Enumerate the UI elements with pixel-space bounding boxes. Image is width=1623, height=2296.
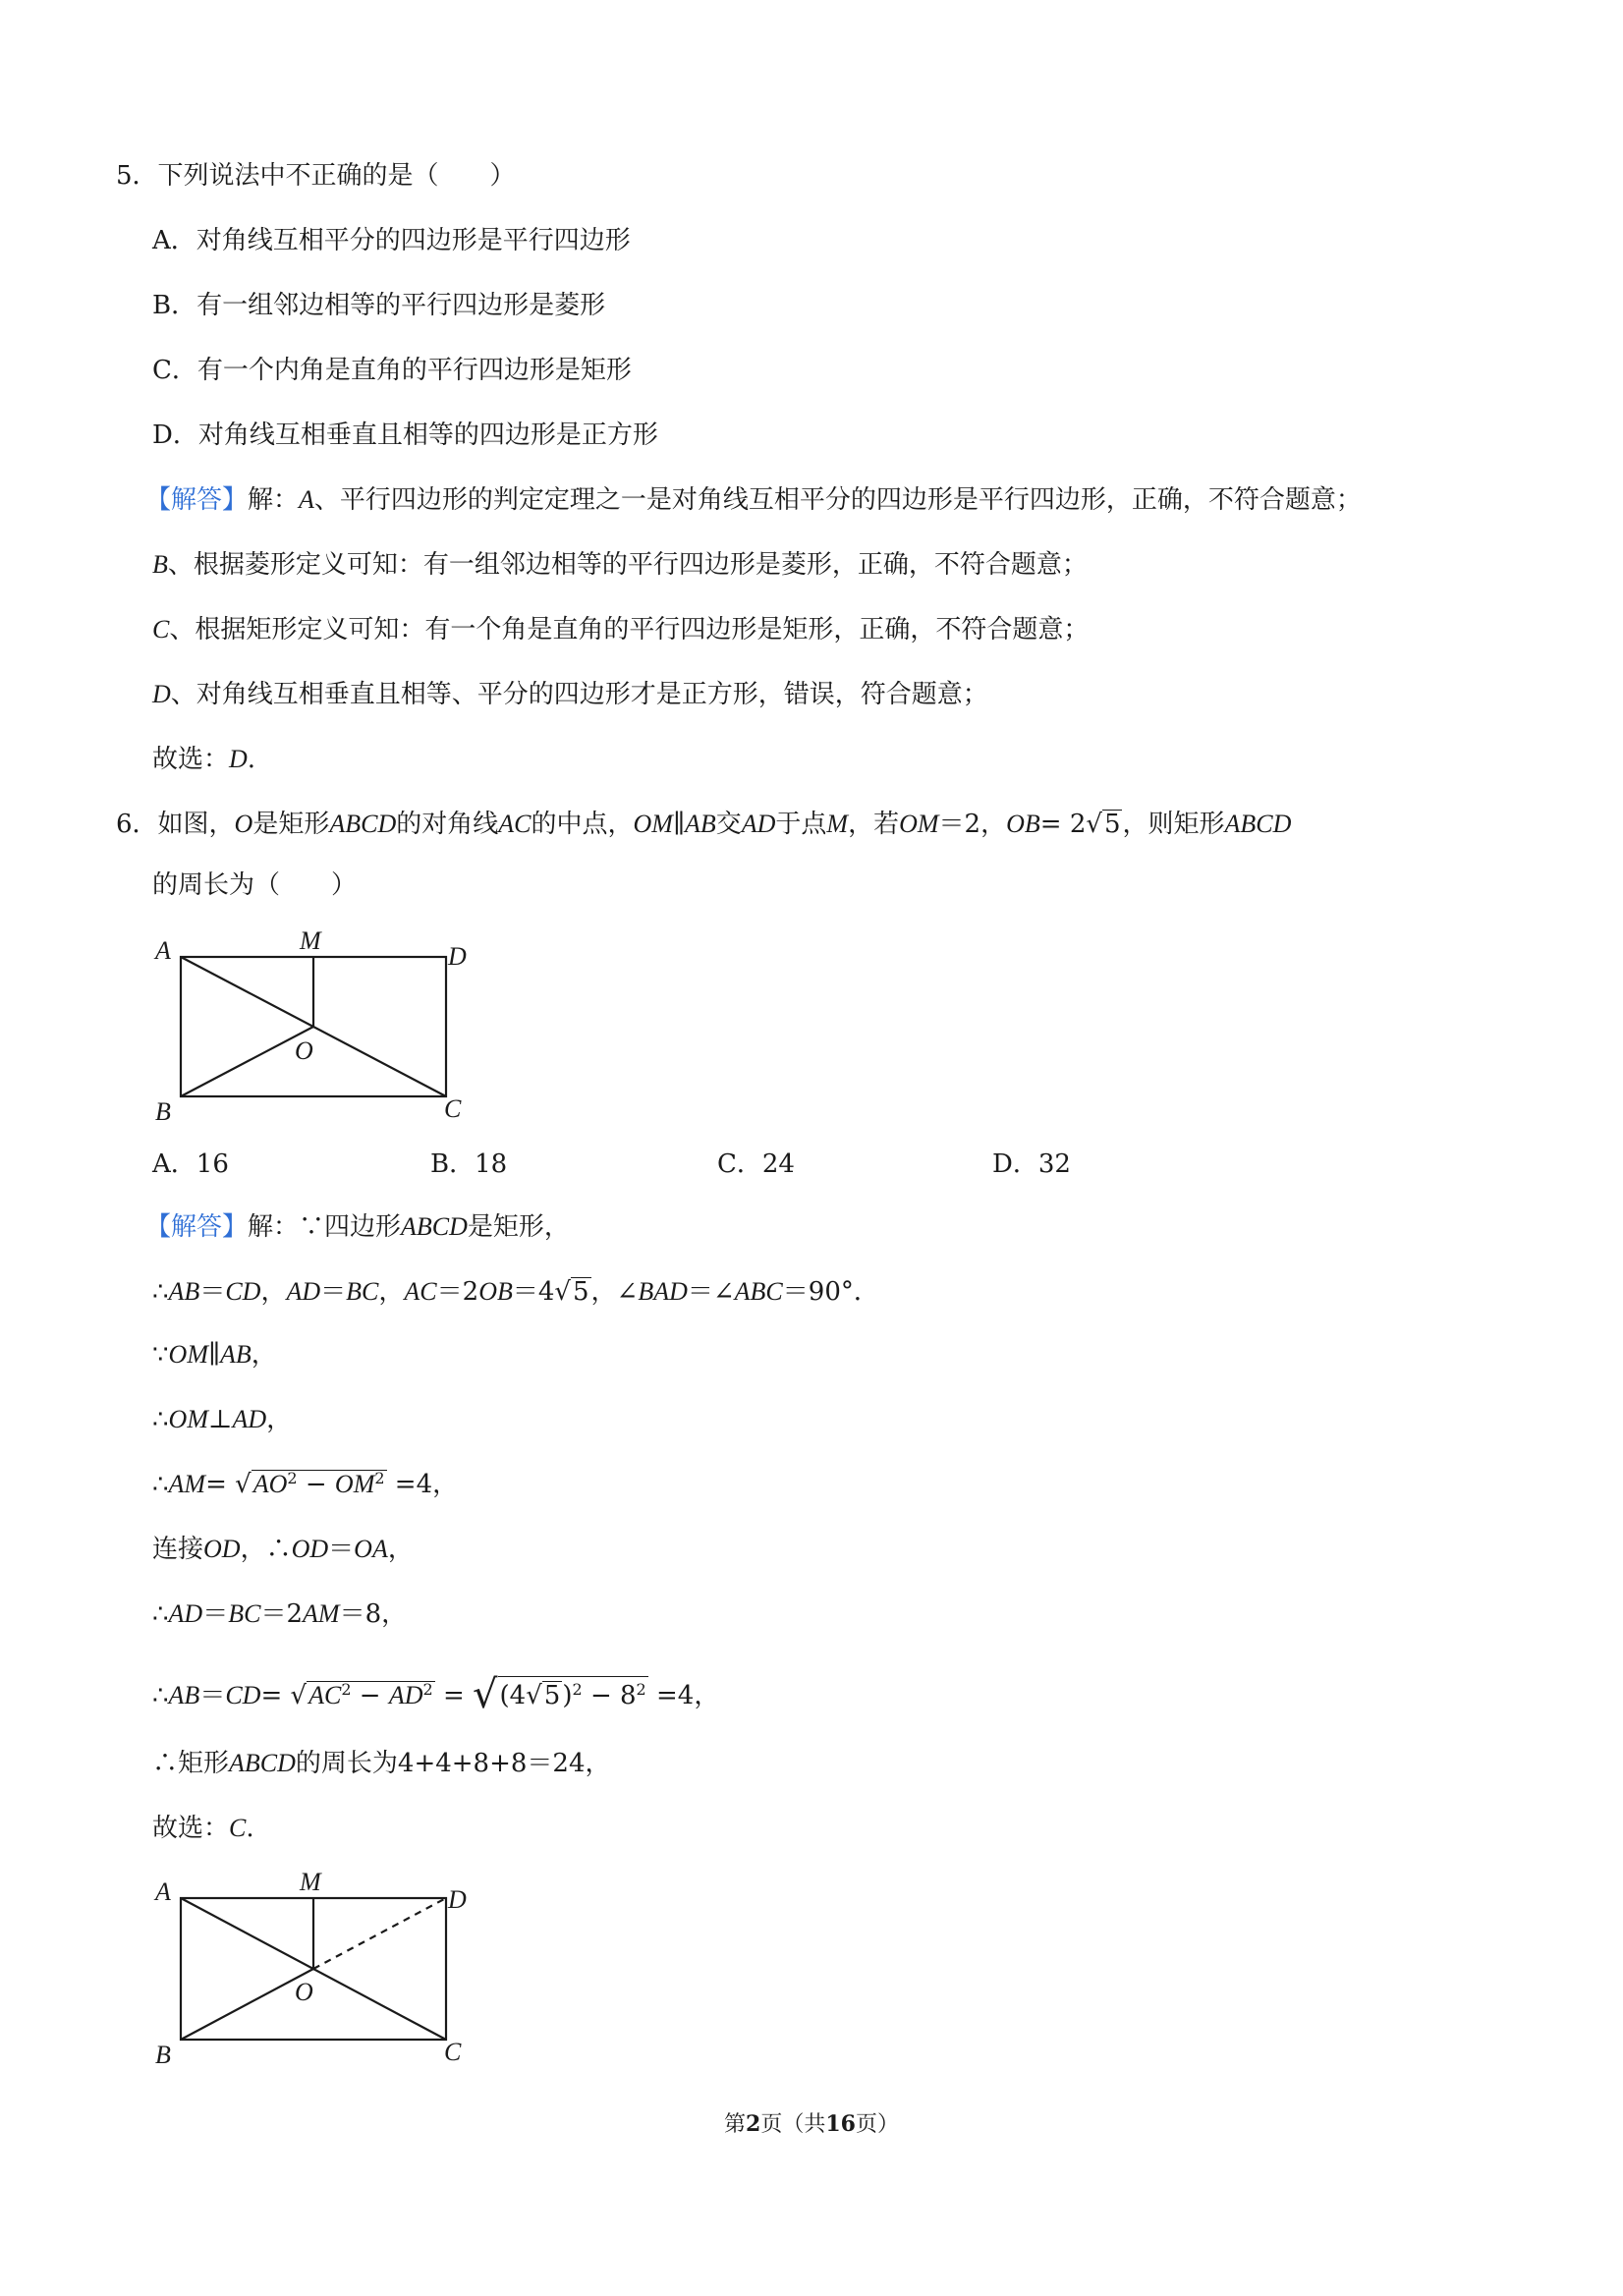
segment-bo [181, 1027, 313, 1096]
q6-solution-3: ∵OM∥AB， [152, 1340, 277, 1370]
q6-stem-line-1: 6．如图，O是矩形ABCD的对角线AC的中点，OM∥AB交AD于点M，若OM＝2，OB= 2√5，则矩形ABCD [116, 810, 1292, 839]
label-d: D [448, 1885, 467, 1914]
label-m: M [300, 926, 321, 955]
label-m: M [300, 1868, 321, 1896]
q6-solution-7: ∴AD＝BC＝2AM＝8， [152, 1599, 408, 1629]
page-footer: 第2页（共16页） [724, 2111, 899, 2137]
label-o: O [295, 1978, 313, 2006]
q6-option-d: D．32 [992, 1149, 1071, 1179]
answer-tag: 【解答】 [145, 485, 249, 515]
q5-stem: 5．下列说法中不正确的是（ ） [116, 161, 516, 191]
q5-answer-line-4: D、对角线互相垂直且相等、平分的四边形才是正方形，错误，符合题意； [152, 680, 988, 709]
q5-option-a: A．对角线互相平分的四边形是平行四边形 [152, 226, 631, 255]
label-d: D [448, 942, 467, 971]
q6-solution-6: 连接OD，∴OD＝OA， [152, 1535, 414, 1564]
label-o: O [295, 1036, 313, 1065]
q6-solution-2: ∴AB＝CD，AD＝BC，AC＝2OB＝4√5，∠BAD＝∠ABC＝90°． [152, 1277, 879, 1307]
q5-answer-line-3: C、根据矩形定义可知：有一个角是直角的平行四边形是矩形，正确，不符合题意； [152, 615, 1090, 644]
q5-option-c: C．有一个内角是直角的平行四边形是矩形 [152, 356, 632, 385]
label-c: C [444, 2038, 462, 2066]
segment-bo [181, 1969, 313, 2040]
q6-solution-8: ∴AB＝CD= $√AC^2 - AD^2 = √(4√5)^2 - 8^2 =4$， [152, 1672, 720, 1717]
q6-solution-9: ∴矩形ABCD的周长为4+4+8+8＝24， [152, 1749, 611, 1778]
q6-choice: 故选：C. [152, 1814, 254, 1843]
q6-solution-4: ∴OM⊥AD， [152, 1405, 293, 1434]
q6-solution-5: ∴AM= $√AO^2 - OM^2 =4$， [152, 1469, 459, 1499]
q6-option-c: C．24 [717, 1149, 795, 1179]
label-b: B [155, 1097, 171, 1126]
q6-stem-line-2: 的周长为（ ） [152, 870, 358, 900]
q5-answer-line-2: B、根据菱形定义可知：有一组邻边相等的平行四边形是菱形，正确，不符合题意； [152, 550, 1088, 580]
label-b: B [155, 2041, 171, 2069]
q5-choice: 故选：D. [152, 745, 256, 774]
answer-tag: 【解答】 [145, 1212, 249, 1242]
q5-option-d: D．对角线互相垂直且相等的四边形是正方形 [152, 420, 658, 450]
q6-figure [147, 924, 481, 1125]
q6-option-a: A．16 [152, 1149, 229, 1179]
q6-solution-1: 【解答】解：∵四边形ABCD是矩形， [145, 1212, 570, 1242]
q5-option-b: B．有一组邻边相等的平行四边形是菱形 [152, 291, 606, 320]
q6-option-b: B．18 [430, 1149, 508, 1179]
label-a: A [155, 936, 171, 965]
label-a: A [155, 1877, 171, 1906]
q6-solution-figure [147, 1867, 481, 2068]
dashed-segment-od [313, 1898, 446, 1969]
label-c: C [444, 1094, 462, 1123]
q5-answer-line-1: 【解答】解：A、平行四边形的判定定理之一是对角线互相平分的四边形是平行四边形，正确，不符合题意； [145, 485, 1362, 515]
